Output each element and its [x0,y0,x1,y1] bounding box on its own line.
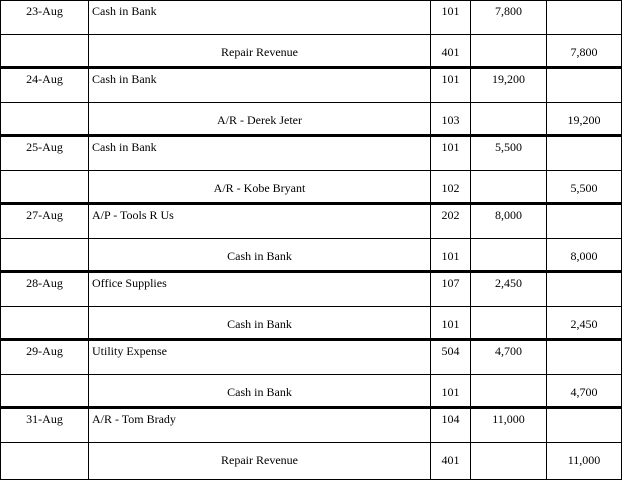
debit-account: Utility Expense [89,341,431,374]
table-row [1,341,621,375]
credit-amount-empty [547,1,621,34]
credit-amount: 2,450 [570,317,598,331]
debit-amount-empty [471,171,547,202]
debit-account: A/R - Tom Brady [89,409,431,442]
credit-amount: 19,200 [567,113,601,127]
debit-amount: 19,200 [471,69,547,102]
credit-account: Cash in Bank [89,239,431,270]
credit-amount-empty [547,205,621,238]
table-row [1,171,621,205]
credit-amount: 4,700 [570,385,598,399]
entry-date-empty [1,171,89,202]
entry-date-empty [1,239,89,270]
credit-account: Repair Revenue [89,443,431,479]
post-ref: 401 [431,443,471,479]
debit-amount: 4,700 [471,341,547,374]
entry-date: 31-Aug [1,409,89,442]
credit-account: A/R - Kobe Bryant [89,171,431,202]
post-ref: 103 [431,103,471,134]
post-ref: 101 [431,239,471,270]
entry-date-empty [1,35,89,66]
debit-amount-empty [471,307,547,338]
entry-date: 28-Aug [1,273,89,306]
credit-amount-empty [547,137,621,170]
post-ref: 104 [431,409,471,442]
debit-amount: 7,800 [471,1,547,34]
credit-amount-empty [547,341,621,374]
debit-amount-empty [471,35,547,66]
debit-account: A/P - Tools R Us [89,205,431,238]
entry-date-empty [1,307,89,338]
post-ref: 101 [431,137,471,170]
table-row [1,69,621,103]
credit-amount-empty [547,409,621,442]
debit-account: Cash in Bank [89,1,431,34]
entry-date: 24-Aug [1,69,89,102]
table-row [1,375,621,409]
post-ref: 504 [431,341,471,374]
table-row [1,409,621,443]
table-row [1,205,621,239]
credit-amount-empty [547,273,621,306]
table-row [1,103,621,137]
post-ref: 101 [431,69,471,102]
debit-amount: 2,450 [471,273,547,306]
debit-amount: 8,000 [471,205,547,238]
credit-amount: 8,000 [570,249,598,263]
post-ref: 101 [431,307,471,338]
debit-amount: 5,500 [471,137,547,170]
credit-account: Repair Revenue [89,35,431,66]
debit-amount: 11,000 [471,409,547,442]
entry-date-empty [1,375,89,406]
post-ref: 102 [431,171,471,202]
entry-date-empty [1,443,89,479]
debit-amount-empty [471,443,547,479]
entry-date: 29-Aug [1,341,89,374]
table-row [1,239,621,273]
credit-account: Cash in Bank [89,375,431,406]
credit-account: Cash in Bank [89,307,431,338]
entry-date: 25-Aug [1,137,89,170]
table-row [1,443,621,479]
post-ref: 202 [431,205,471,238]
credit-amount: 7,800 [570,45,598,59]
debit-amount-empty [471,239,547,270]
debit-account: Office Supplies [89,273,431,306]
debit-account: Cash in Bank [89,137,431,170]
post-ref: 101 [431,1,471,34]
table-row [1,1,621,35]
post-ref: 401 [431,35,471,66]
credit-account: A/R - Derek Jeter [89,103,431,134]
debit-amount-empty [471,103,547,134]
post-ref: 101 [431,375,471,406]
table-row [1,137,621,171]
entry-date-empty [1,103,89,134]
post-ref: 107 [431,273,471,306]
entry-date: 27-Aug [1,205,89,238]
entry-date: 23-Aug [1,1,89,34]
table-row [1,307,621,341]
debit-amount-empty [471,375,547,406]
credit-amount: 5,500 [570,181,598,195]
credit-amount-empty [547,69,621,102]
debit-account: Cash in Bank [89,69,431,102]
credit-amount: 11,000 [567,453,601,467]
table-row [1,35,621,69]
table-row [1,273,621,307]
